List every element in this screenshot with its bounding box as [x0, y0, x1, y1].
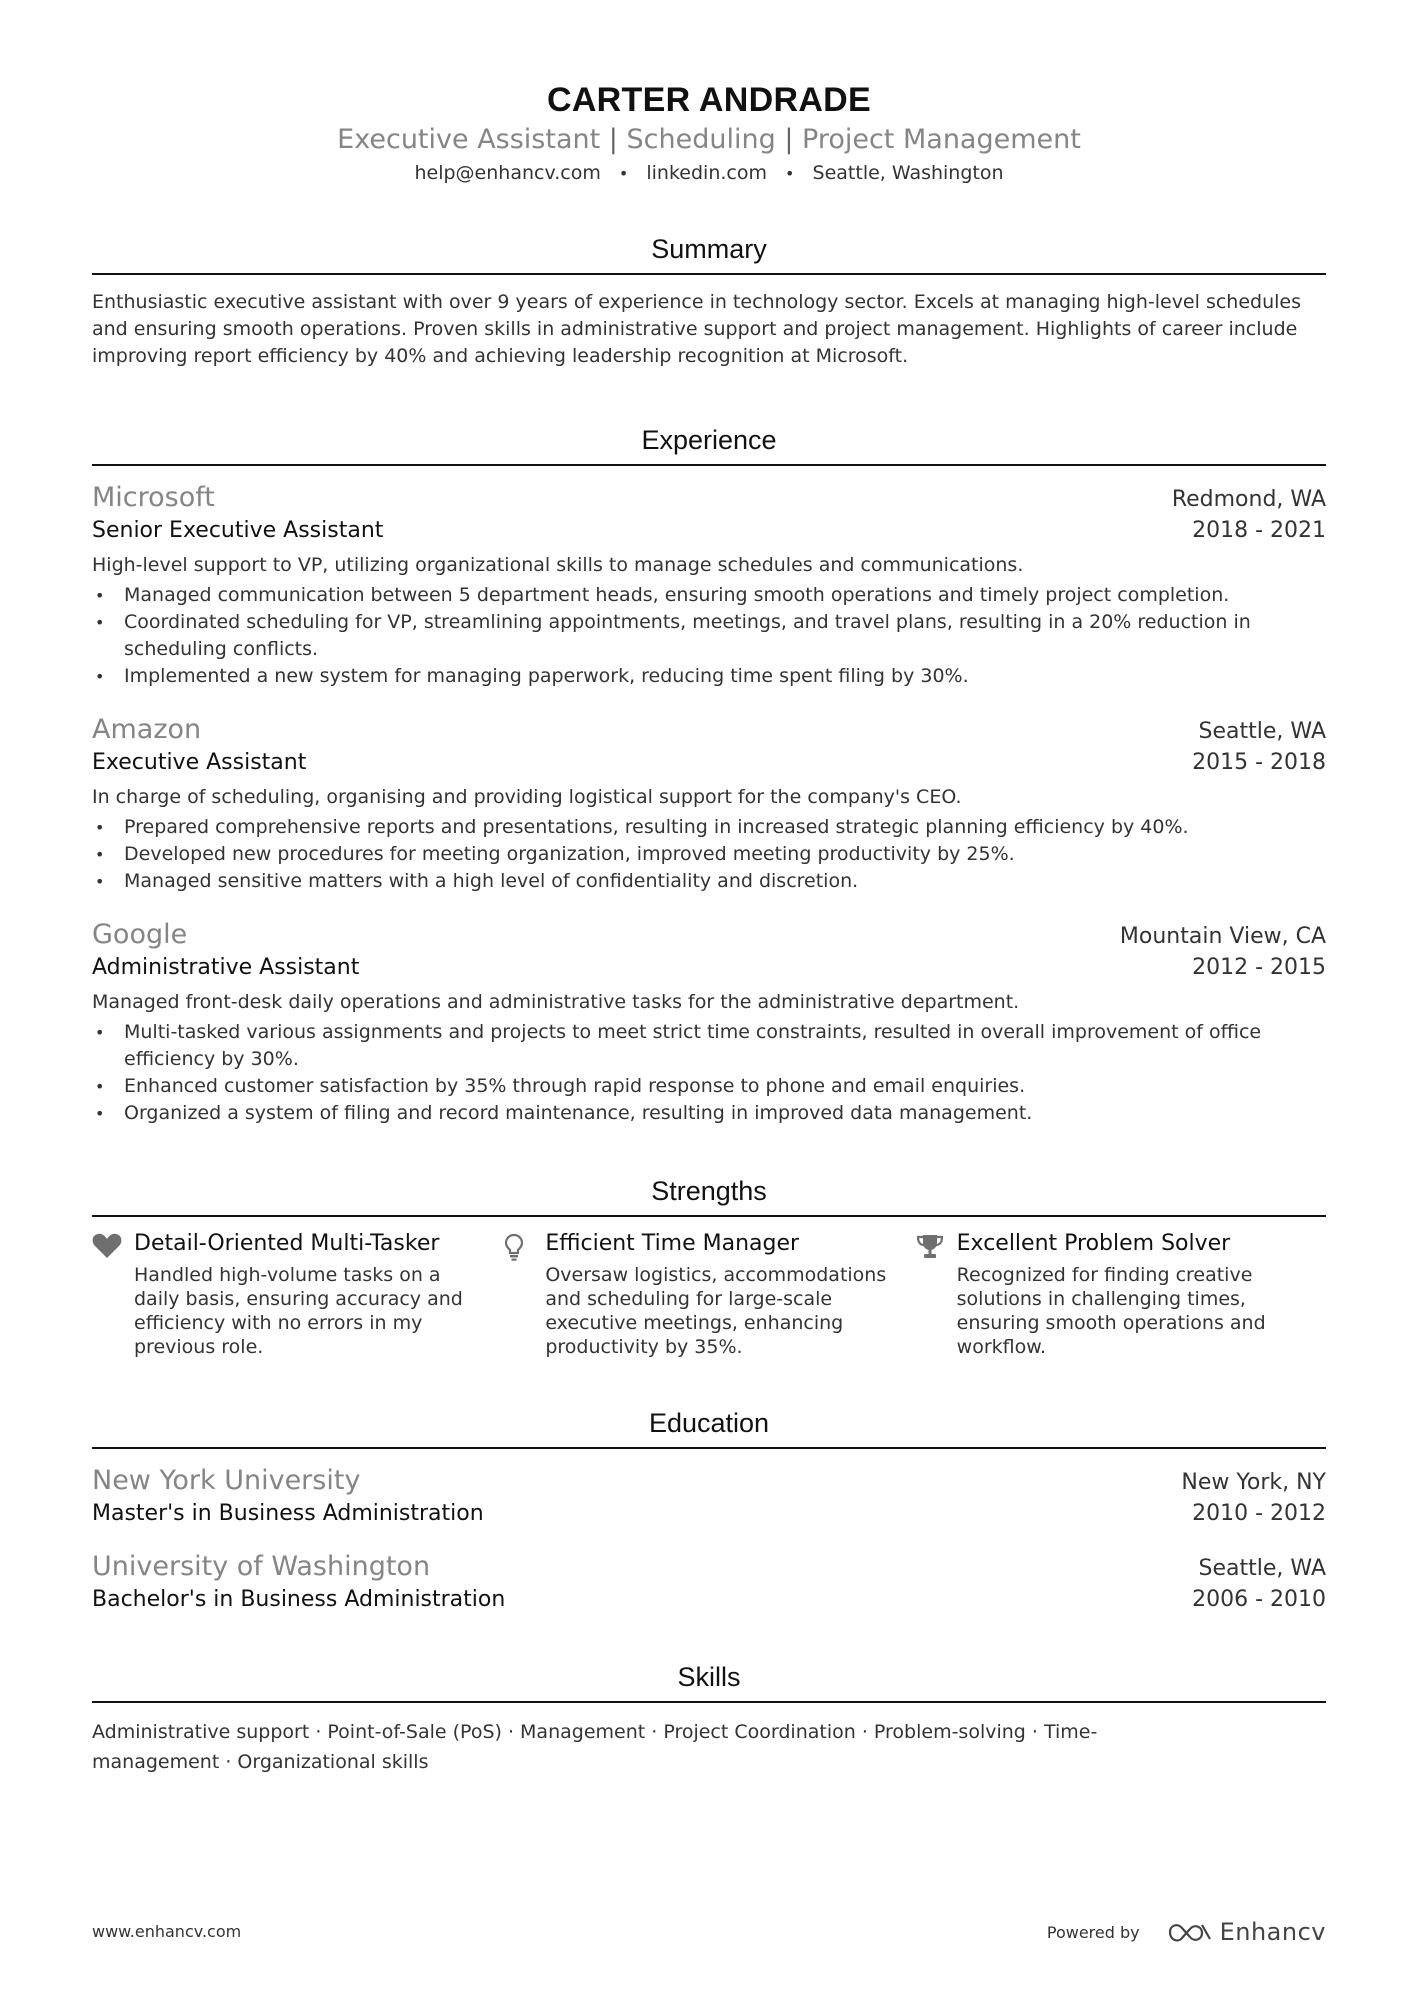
education-dates: 2006 - 2010 [1192, 1587, 1326, 1612]
section-title-experience: Experience [641, 425, 777, 455]
experience-section [92, 422, 1326, 1127]
strength-title: Excellent Problem Solver [956, 1231, 1231, 1256]
school-location: New York, NY [1181, 1470, 1326, 1495]
strength-item [503, 1229, 914, 1359]
skills-list: Administrative support · Point-of-Sale (PoS) · Management · Project Coordination · Problem-solving · Time-management · Organizational skills [92, 1721, 1098, 1773]
contact-location: Seattle, Washington [812, 162, 1004, 184]
achievement-list [92, 582, 1326, 690]
contact-info [92, 160, 1326, 187]
candidate-name: CARTER ANDRADE [546, 81, 872, 119]
job-location: Redmond, WA [1171, 487, 1326, 512]
achievement-item: • Implemented a new system for managing paperwork, reducing time spent filing by 30%. [92, 663, 1326, 690]
enhancv-logo[interactable] [1166, 1918, 1326, 1946]
degree: Master's in Business Administration [92, 1501, 484, 1526]
job-dates: 2012 - 2015 [1192, 955, 1326, 980]
achievement-list [92, 814, 1326, 895]
section-divider [92, 273, 1326, 275]
job-title: Administrative Assistant [92, 955, 360, 980]
experience-entry [92, 480, 1326, 690]
summary-text: Enthusiastic executive assistant with over 9 years of experience in technology sector. Excels at managing high-level schedules and ensuring smooth operations. Proven skills in administrative support and project management. Highlights of career include improving report efficiency by 40% and achieving leadership recognition at Microsoft. [92, 291, 1301, 367]
section-title-strengths: Strengths [651, 1176, 767, 1206]
resume-page [92, 0, 1326, 1777]
company-name: Google [92, 919, 188, 950]
company-name: Amazon [92, 714, 202, 745]
achievement-item: • Coordinated scheduling for VP, streamlining appointments, meetings, and travel plans, resulting in a 20% reduction in scheduling conflicts. [92, 609, 1326, 663]
job-description: In charge of scheduling, organising and providing logistical support for the company's CEO. [92, 786, 962, 808]
job-title: Senior Executive Assistant [92, 518, 384, 543]
section-divider [92, 1701, 1326, 1703]
powered-by [1047, 1912, 1326, 1952]
education-entry [92, 1549, 1326, 1615]
achievement-item: • Multi-tasked various assignments and projects to meet strict time constraints, resulted in overall improvement of office efficiency by 30%. [92, 1019, 1326, 1073]
degree: Bachelor's in Business Administration [92, 1587, 506, 1612]
lightbulb-icon [503, 1229, 545, 1359]
enhancv-logo-icon [1166, 1919, 1214, 1945]
contact-bullet: • [785, 164, 795, 183]
education-dates: 2010 - 2012 [1192, 1501, 1326, 1526]
section-title-education: Education [648, 1408, 770, 1438]
headline-separator: | [784, 124, 794, 155]
headline-part-2: Scheduling [626, 124, 776, 155]
achievement-item: • Enhanced customer satisfaction by 35% through rapid response to phone and email enquiries. [92, 1073, 1326, 1100]
strength-description: Handled high-volume tasks on a daily basis, ensuring accuracy and efficiency with no errors in my previous role. [134, 1264, 463, 1358]
achievement-item: • Organized a system of filing and record maintenance, resulting in improved data management. [92, 1100, 1326, 1127]
strength-item [92, 1229, 503, 1359]
strength-item [915, 1229, 1326, 1359]
trophy-icon [915, 1229, 957, 1359]
strength-title: Detail-Oriented Multi-Tasker [134, 1231, 440, 1256]
job-dates: 2015 - 2018 [1192, 750, 1326, 775]
heart-icon [92, 1229, 134, 1359]
achievement-item: • Managed sensitive matters with a high level of confidentiality and discretion. [92, 868, 1326, 895]
headline-separator: | [608, 124, 618, 155]
headline-part-3: Project Management [802, 124, 1081, 155]
achievement-item: • Managed communication between 5 department heads, ensuring smooth operations and timely project completion. [92, 582, 1326, 609]
job-location: Seattle, WA [1198, 719, 1326, 744]
achievement-list [92, 1019, 1326, 1127]
brand-name: Enhancv [1219, 1918, 1326, 1946]
section-divider [92, 1215, 1326, 1217]
section-divider [92, 464, 1326, 466]
strength-description: Oversaw logistics, accommodations and scheduling for large-scale executive meetings, enhancing productivity by 35%. [545, 1264, 887, 1358]
company-name: Microsoft [92, 482, 215, 513]
contact-bullet: • [618, 164, 629, 183]
education-entry [92, 1463, 1326, 1529]
education-section [92, 1405, 1326, 1615]
school-name: New York University [92, 1465, 361, 1496]
page-footer [92, 1912, 1326, 1952]
school-name: University of Washington [92, 1551, 431, 1582]
achievement-item: • Developed new procedures for meeting organization, improved meeting productivity by 25%. [92, 841, 1326, 868]
experience-entry [92, 917, 1326, 1127]
strength-title: Efficient Time Manager [545, 1231, 800, 1256]
summary-section [92, 231, 1326, 370]
strength-description: Recognized for finding creative solutions in challenging times, ensuring smooth operations and workflow. [956, 1264, 1266, 1358]
school-location: Seattle, WA [1198, 1556, 1326, 1581]
section-divider [92, 1447, 1326, 1449]
powered-by-label: Powered by [1046, 1922, 1140, 1942]
skills-section [92, 1659, 1326, 1777]
contact-email[interactable]: help@enhancv.com [414, 162, 601, 184]
job-description: High-level support to VP, utilizing organizational skills to manage schedules and communications. [92, 554, 1024, 576]
contact-linkedin[interactable]: linkedin.com [646, 162, 767, 184]
section-title-summary: Summary [651, 234, 767, 264]
job-location: Mountain View, CA [1119, 924, 1326, 949]
strengths-section [92, 1173, 1326, 1359]
job-description: Managed front-desk daily operations and administrative tasks for the administrative department. [92, 991, 1020, 1013]
job-title: Executive Assistant [92, 750, 307, 775]
achievement-item: • Prepared comprehensive reports and presentations, resulting in increased strategic planning efficiency by 40%. [92, 814, 1326, 841]
section-title-skills: Skills [677, 1662, 741, 1692]
job-dates: 2018 - 2021 [1192, 518, 1326, 543]
headline [92, 122, 1326, 158]
resume-header [92, 0, 1326, 187]
headline-part-1: Executive Assistant [337, 124, 601, 155]
footer-url[interactable]: www.enhancv.com [92, 1922, 242, 1941]
experience-entry [92, 712, 1326, 895]
